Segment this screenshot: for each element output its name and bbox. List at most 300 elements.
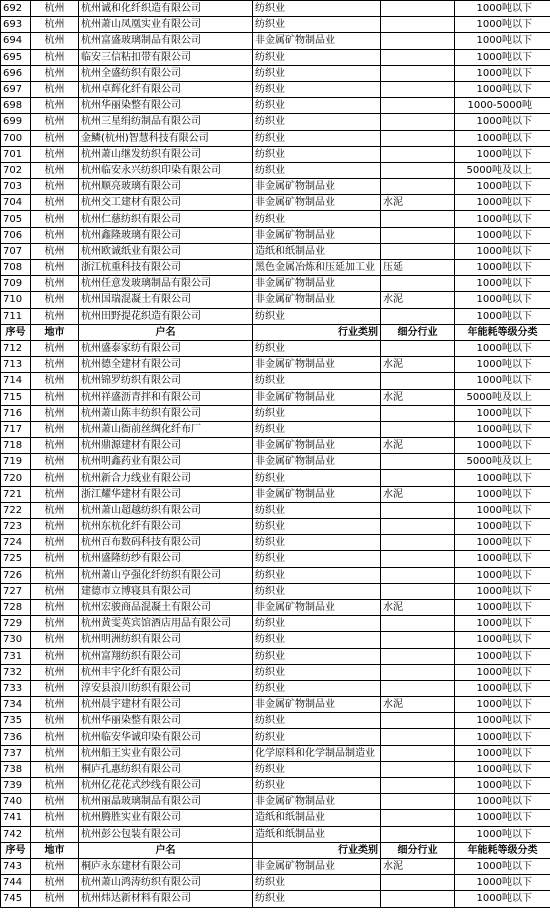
company-name-cell: 杭州富盛玻璃制品有限公司 [79,33,253,49]
row-number-cell: 736 [1,729,31,745]
industry-cell: 纺织业 [253,421,381,437]
sub-industry-cell [381,17,455,33]
company-name-cell: 杭州彭公包装有限公司 [79,826,253,842]
row-number-cell: 743 [1,858,31,874]
company-name-cell: 杭州锦罗纺织有限公司 [79,373,253,389]
sub-industry-cell: 压延 [381,260,455,276]
table-row [1,778,550,794]
city-cell: 杭州 [31,794,79,810]
city-cell: 杭州 [31,891,79,907]
header-company-name-cell: 户名 [79,324,253,340]
industry-cell: 纺织业 [253,680,381,696]
company-name-cell: 杭州鑫隆玻璃有限公司 [79,227,253,243]
table-row [1,470,550,486]
company-name-cell: 杭州明鑫药业有限公司 [79,454,253,470]
energy-level-cell: 1000吨以下 [455,599,550,615]
table-row [1,599,550,615]
table-row [1,502,550,518]
city-cell: 杭州 [31,292,79,308]
city-cell: 杭州 [31,211,79,227]
header-row-number-cell: 序号 [1,324,31,340]
energy-level-cell: 1000吨以下 [455,551,550,567]
industry-cell: 造纸和纸制品业 [253,243,381,259]
row-number-cell: 725 [1,551,31,567]
table-row [1,211,550,227]
energy-level-cell: 1000吨以下 [455,292,550,308]
industry-cell: 非金属矿物制品业 [253,227,381,243]
sub-industry-cell [381,778,455,794]
energy-level-cell: 1000吨以下 [455,535,550,551]
industry-cell: 纺织业 [253,81,381,97]
industry-cell: 非金属矿物制品业 [253,179,381,195]
industry-cell: 纺织业 [253,308,381,324]
industry-cell: 纺织业 [253,632,381,648]
city-cell: 杭州 [31,729,79,745]
energy-level-cell: 1000吨以下 [455,260,550,276]
sub-industry-cell [381,162,455,178]
company-name-cell: 金鳞(杭州)智慧科技有限公司 [79,130,253,146]
city-cell: 杭州 [31,567,79,583]
energy-level-cell: 1000吨以下 [455,502,550,518]
industry-cell: 纺织业 [253,470,381,486]
table-row [1,195,550,211]
industry-cell: 纺织业 [253,65,381,81]
sub-industry-cell [381,114,455,130]
company-name-cell: 杭州萧山超越纺织有限公司 [79,502,253,518]
city-cell: 杭州 [31,632,79,648]
row-number-cell: 696 [1,65,31,81]
company-name-cell: 杭州萧山凤凰实业有限公司 [79,17,253,33]
industry-cell: 非金属矿物制品业 [253,794,381,810]
header-energy-level-cell: 年能耗等级分类 [455,842,550,858]
table-row [1,519,550,535]
sub-industry-cell [381,243,455,259]
energy-level-cell: 1000吨以下 [455,1,550,17]
company-name-cell: 杭州全盛纺织有限公司 [79,65,253,81]
city-cell: 杭州 [31,583,79,599]
row-number-cell: 741 [1,810,31,826]
city-cell: 杭州 [31,745,79,761]
industry-cell: 纺织业 [253,891,381,907]
company-name-cell: 杭州丰宇化纤有限公司 [79,664,253,680]
industry-cell: 造纸和纸制品业 [253,826,381,842]
table-row [1,729,550,745]
city-cell: 杭州 [31,761,79,777]
table-row [1,616,550,632]
table-row [1,454,550,470]
row-number-cell: 694 [1,33,31,49]
header-city-cell: 地市 [31,324,79,340]
sub-industry-cell [381,810,455,826]
row-number-cell: 697 [1,81,31,97]
table-row [1,243,550,259]
energy-level-cell: 1000吨以下 [455,421,550,437]
city-cell: 杭州 [31,243,79,259]
table-row [1,648,550,664]
row-number-cell: 700 [1,130,31,146]
table-row [1,146,550,162]
table-row [1,49,550,65]
city-cell: 杭州 [31,551,79,567]
company-name-cell: 杭州百布数码科技有限公司 [79,535,253,551]
header-sub-industry-cell: 细分行业 [381,842,455,858]
city-cell: 杭州 [31,146,79,162]
industry-cell: 纺织业 [253,761,381,777]
city-cell: 杭州 [31,65,79,81]
row-number-cell: 718 [1,438,31,454]
industry-cell: 纺织业 [253,49,381,65]
company-name-cell: 杭州船王实业有限公司 [79,745,253,761]
row-number-cell: 733 [1,680,31,696]
energy-level-cell: 1000吨以下 [455,729,550,745]
sub-industry-cell: 水泥 [381,357,455,373]
energy-level-cell: 1000吨以下 [455,519,550,535]
company-name-cell: 淳安县浪川纺织有限公司 [79,680,253,696]
table-header-row [1,842,550,858]
industry-cell: 纺织业 [253,778,381,794]
row-number-cell: 745 [1,891,31,907]
company-name-cell: 杭州盛泰家纺有限公司 [79,340,253,356]
energy-level-cell: 1000-5000吨 [455,98,550,114]
industry-cell: 纺织业 [253,648,381,664]
sub-industry-cell [381,276,455,292]
row-number-cell: 712 [1,340,31,356]
city-cell: 杭州 [31,616,79,632]
city-cell: 杭州 [31,179,79,195]
table-row [1,389,550,405]
row-number-cell: 701 [1,146,31,162]
energy-level-cell: 1000吨以下 [455,583,550,599]
sub-industry-cell [381,713,455,729]
header-sub-industry-cell: 细分行业 [381,324,455,340]
row-number-cell: 730 [1,632,31,648]
energy-level-cell: 1000吨以下 [455,340,550,356]
energy-level-cell: 1000吨以下 [455,470,550,486]
table-row [1,583,550,599]
company-name-cell: 杭州腾胜实业有限公司 [79,810,253,826]
company-name-cell: 杭州田野提花织造有限公司 [79,308,253,324]
energy-level-cell: 1000吨以下 [455,276,550,292]
energy-level-cell: 1000吨以下 [455,195,550,211]
row-number-cell: 693 [1,17,31,33]
table-row [1,680,550,696]
industry-cell: 非金属矿物制品业 [253,697,381,713]
row-number-cell: 722 [1,502,31,518]
table-row [1,308,550,324]
company-name-cell: 杭州鼎源建材有限公司 [79,438,253,454]
sub-industry-cell [381,567,455,583]
sub-industry-cell [381,632,455,648]
row-number-cell: 709 [1,276,31,292]
energy-level-cell: 1000吨以下 [455,357,550,373]
company-name-cell: 建德市立博寝具有限公司 [79,583,253,599]
industry-cell: 非金属矿物制品业 [253,454,381,470]
sub-industry-cell [381,535,455,551]
company-name-cell: 杭州欧诚纸业有限公司 [79,243,253,259]
header-energy-level-cell: 年能耗等级分类 [455,324,550,340]
company-name-cell: 杭州三星绢纺制品有限公司 [79,114,253,130]
row-number-cell: 698 [1,98,31,114]
company-name-cell: 杭州临安永兴纺织印染有限公司 [79,162,253,178]
energy-level-cell: 1000吨以下 [455,227,550,243]
table-row [1,130,550,146]
row-number-cell: 703 [1,179,31,195]
sub-industry-cell: 水泥 [381,292,455,308]
table-row [1,421,550,437]
row-number-cell: 714 [1,373,31,389]
industry-cell: 造纸和纸制品业 [253,810,381,826]
industry-cell: 非金属矿物制品业 [253,33,381,49]
table-row [1,340,550,356]
company-name-cell: 杭州晨宇建材有限公司 [79,697,253,713]
sub-industry-cell [381,98,455,114]
city-cell: 杭州 [31,308,79,324]
row-number-cell: 742 [1,826,31,842]
industry-cell: 纺织业 [253,114,381,130]
industry-cell: 纺织业 [253,519,381,535]
row-number-cell: 708 [1,260,31,276]
sub-industry-cell [381,227,455,243]
city-cell: 杭州 [31,486,79,502]
sub-industry-cell [381,130,455,146]
table-row [1,33,550,49]
energy-level-cell: 1000吨以下 [455,486,550,502]
company-name-cell: 桐庐孔惠纺织有限公司 [79,761,253,777]
table-row [1,276,550,292]
row-number-cell: 717 [1,421,31,437]
energy-level-cell: 1000吨以下 [455,17,550,33]
table-row [1,761,550,777]
row-number-cell: 739 [1,778,31,794]
row-number-cell: 726 [1,567,31,583]
row-number-cell: 724 [1,535,31,551]
industry-cell: 非金属矿物制品业 [253,486,381,502]
energy-level-cell: 1000吨以下 [455,130,550,146]
industry-cell: 纺织业 [253,567,381,583]
row-number-cell: 729 [1,616,31,632]
row-number-cell: 727 [1,583,31,599]
company-name-cell: 杭州萧山衙前丝绸化纤布厂 [79,421,253,437]
company-name-cell: 杭州东杭化纤有限公司 [79,519,253,535]
sub-industry-cell [381,1,455,17]
industry-cell: 纺织业 [253,664,381,680]
company-name-cell: 杭州宏骏商品混凝土有限公司 [79,599,253,615]
company-name-cell: 杭州华丽染整有限公司 [79,98,253,114]
row-number-cell: 728 [1,599,31,615]
table-row [1,535,550,551]
table-row [1,567,550,583]
energy-level-cell: 1000吨以下 [455,858,550,874]
company-name-cell: 杭州国瑞混凝土有限公司 [79,292,253,308]
industry-cell: 非金属矿物制品业 [253,195,381,211]
energy-level-cell: 1000吨以下 [455,713,550,729]
city-cell: 杭州 [31,33,79,49]
energy-level-cell: 1000吨以下 [455,146,550,162]
sub-industry-cell [381,421,455,437]
company-name-cell: 杭州华丽染整有限公司 [79,713,253,729]
row-number-cell: 721 [1,486,31,502]
sub-industry-cell [381,373,455,389]
city-cell: 杭州 [31,778,79,794]
city-cell: 杭州 [31,680,79,696]
sub-industry-cell [381,680,455,696]
industry-cell: 纺织业 [253,162,381,178]
sub-industry-cell: 水泥 [381,389,455,405]
city-cell: 杭州 [31,648,79,664]
table-row [1,810,550,826]
sub-industry-cell [381,146,455,162]
table-row [1,260,550,276]
table-row [1,826,550,842]
industry-cell: 纺织业 [253,616,381,632]
table-row [1,697,550,713]
table-row [1,875,550,891]
sub-industry-cell [381,648,455,664]
sub-industry-cell [381,308,455,324]
energy-level-cell: 1000吨以下 [455,648,550,664]
table-row [1,1,550,17]
table-row [1,794,550,810]
sub-industry-cell [381,729,455,745]
industry-cell: 纺织业 [253,17,381,33]
industry-cell: 纺织业 [253,146,381,162]
header-city-cell: 地市 [31,842,79,858]
city-cell: 杭州 [31,49,79,65]
energy-level-cell: 1000吨以下 [455,405,550,421]
city-cell: 杭州 [31,502,79,518]
industry-cell: 纺织业 [253,583,381,599]
company-name-cell: 杭州亿花花式纱线有限公司 [79,778,253,794]
energy-level-cell: 1000吨以下 [455,794,550,810]
row-number-cell: 715 [1,389,31,405]
sub-industry-cell [381,49,455,65]
company-name-cell: 浙江耀华建材有限公司 [79,486,253,502]
header-company-name-cell: 户名 [79,842,253,858]
sub-industry-cell [381,502,455,518]
energy-level-cell: 1000吨以下 [455,179,550,195]
energy-level-cell: 1000吨以下 [455,664,550,680]
table-header-row [1,324,550,340]
table-row [1,745,550,761]
energy-level-cell: 1000吨以下 [455,875,550,891]
table-row [1,858,550,874]
industry-cell: 纺织业 [253,130,381,146]
row-number-cell: 732 [1,664,31,680]
city-cell: 杭州 [31,470,79,486]
city-cell: 杭州 [31,162,79,178]
industry-cell: 纺织业 [253,98,381,114]
city-cell: 杭州 [31,227,79,243]
energy-level-cell: 1000吨以下 [455,81,550,97]
energy-level-cell: 1000吨以下 [455,616,550,632]
industry-cell: 纺织业 [253,1,381,17]
city-cell: 杭州 [31,1,79,17]
city-cell: 杭州 [31,535,79,551]
row-number-cell: 706 [1,227,31,243]
industry-cell: 非金属矿物制品业 [253,292,381,308]
sub-industry-cell [381,179,455,195]
sub-industry-cell: 水泥 [381,599,455,615]
city-cell: 杭州 [31,664,79,680]
table-row [1,486,550,502]
row-number-cell: 720 [1,470,31,486]
row-number-cell: 710 [1,292,31,308]
industry-cell: 非金属矿物制品业 [253,858,381,874]
row-number-cell: 734 [1,697,31,713]
energy-level-cell: 5000吨及以上 [455,454,550,470]
industry-cell: 纺织业 [253,211,381,227]
sub-industry-cell [381,470,455,486]
city-cell: 杭州 [31,875,79,891]
table-row [1,891,550,907]
city-cell: 杭州 [31,114,79,130]
city-cell: 杭州 [31,697,79,713]
sub-industry-cell [381,794,455,810]
company-name-cell: 杭州祥盛沥青拌和有限公司 [79,389,253,405]
city-cell: 杭州 [31,713,79,729]
row-number-cell: 702 [1,162,31,178]
table-row [1,551,550,567]
industry-cell: 非金属矿物制品业 [253,599,381,615]
header-row-number-cell: 序号 [1,842,31,858]
energy-level-cell: 1000吨以下 [455,632,550,648]
row-number-cell: 704 [1,195,31,211]
industry-cell: 纺织业 [253,340,381,356]
company-name-cell: 杭州萧山亨强化纤纺织有限公司 [79,567,253,583]
sub-industry-cell [381,405,455,421]
sub-industry-cell [381,826,455,842]
energy-level-cell: 1000吨以下 [455,243,550,259]
row-number-cell: 737 [1,745,31,761]
city-cell: 杭州 [31,519,79,535]
sub-industry-cell [381,340,455,356]
industry-cell: 纺织业 [253,502,381,518]
energy-level-cell: 1000吨以下 [455,697,550,713]
table-row [1,292,550,308]
city-cell: 杭州 [31,373,79,389]
company-name-cell: 杭州任意发玻璃制品有限公司 [79,276,253,292]
energy-level-cell: 1000吨以下 [455,114,550,130]
row-number-cell: 695 [1,49,31,65]
industry-cell: 纺织业 [253,535,381,551]
company-name-cell: 杭州卓辉化纤有限公司 [79,81,253,97]
row-number-cell: 711 [1,308,31,324]
row-number-cell: 738 [1,761,31,777]
sub-industry-cell [381,81,455,97]
industry-cell: 纺织业 [253,875,381,891]
row-number-cell: 716 [1,405,31,421]
city-cell: 杭州 [31,195,79,211]
sub-industry-cell [381,583,455,599]
industry-cell: 纺织业 [253,729,381,745]
row-number-cell: 713 [1,357,31,373]
sub-industry-cell [381,745,455,761]
industry-cell: 化学原料和化学制品制造业 [253,745,381,761]
sub-industry-cell: 水泥 [381,438,455,454]
company-name-cell: 杭州顺亮玻璃有限公司 [79,179,253,195]
city-cell: 杭州 [31,405,79,421]
header-industry-cell: 行业类别 [253,842,381,858]
company-name-cell: 临安三信粘扣带有限公司 [79,49,253,65]
row-number-cell: 707 [1,243,31,259]
row-number-cell: 719 [1,454,31,470]
city-cell: 杭州 [31,276,79,292]
city-cell: 杭州 [31,81,79,97]
energy-level-cell: 1000吨以下 [455,438,550,454]
city-cell: 杭州 [31,260,79,276]
energy-level-cell: 1000吨以下 [455,33,550,49]
energy-level-cell: 1000吨以下 [455,891,550,907]
